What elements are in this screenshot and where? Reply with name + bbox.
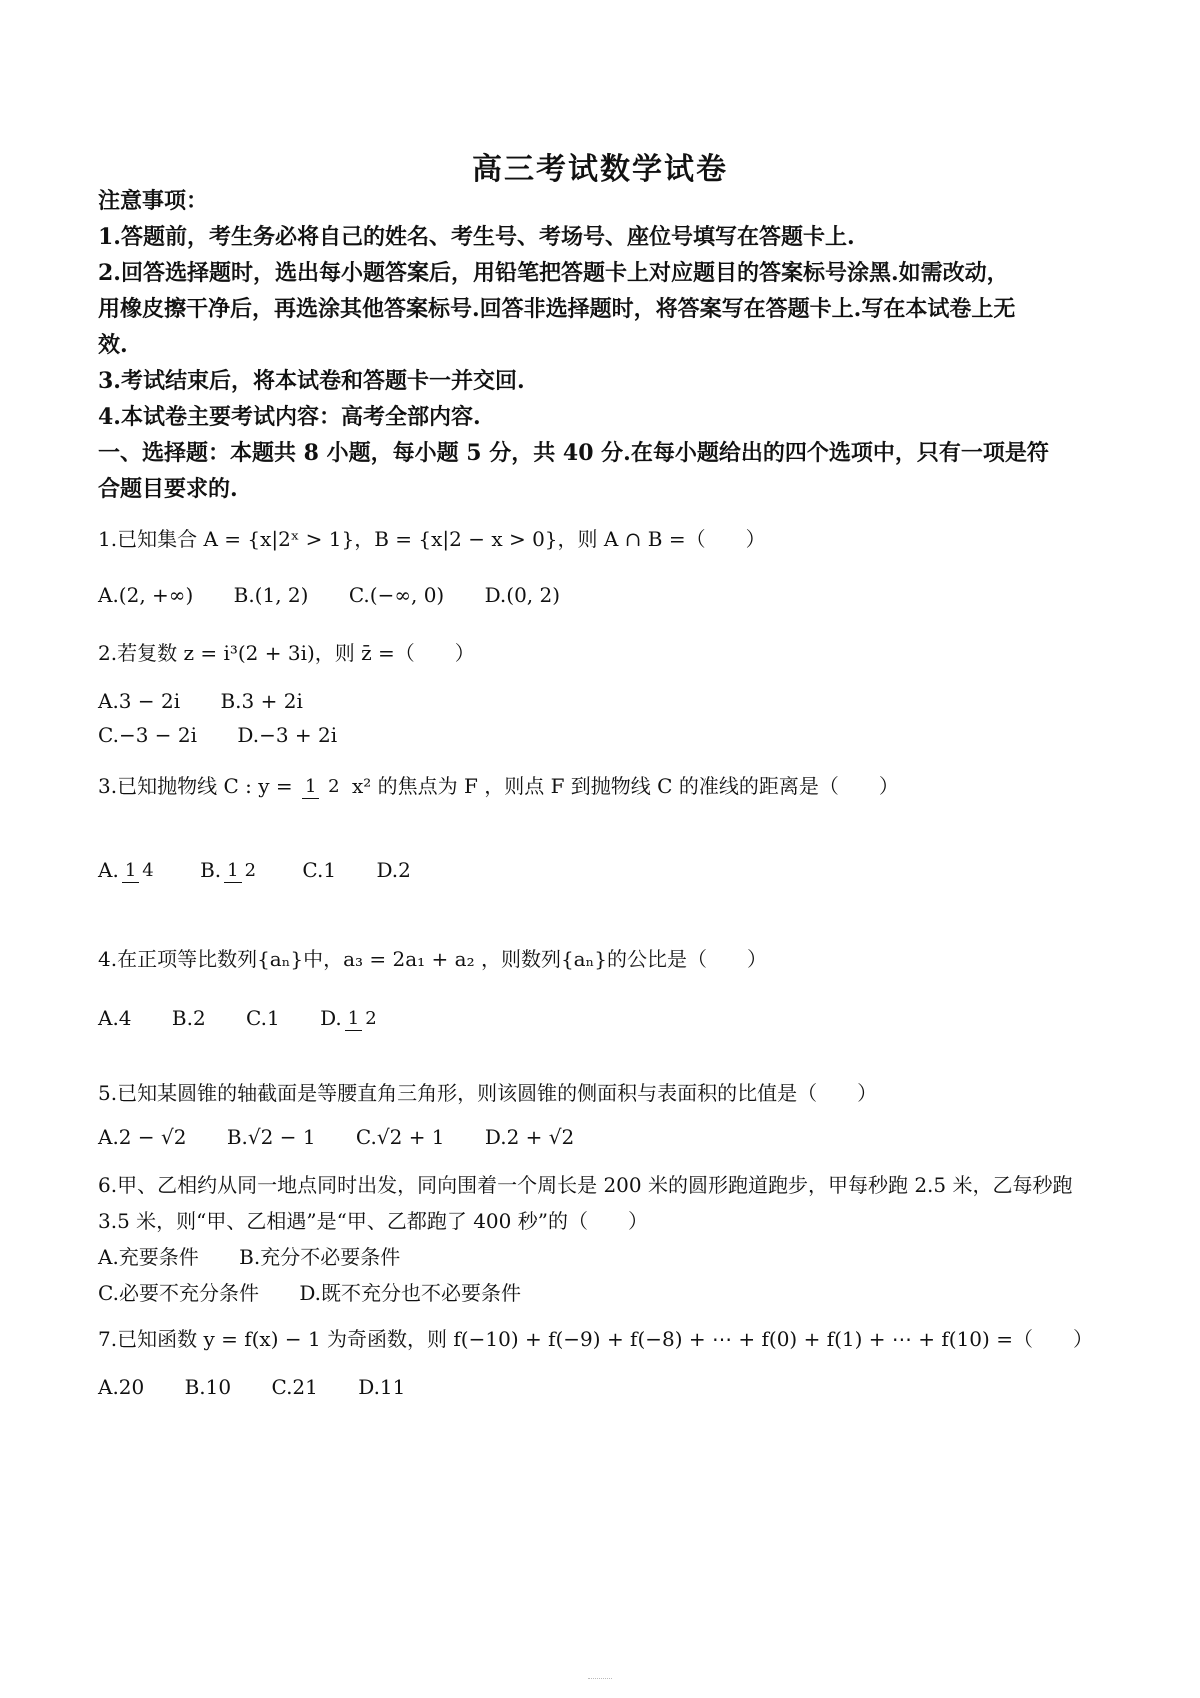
question-4-options — [98, 994, 1138, 1042]
question-6-option-d: D.既不充分也不必要条件 — [299, 1281, 521, 1305]
notice-item-3: 3.考试结束后，将本试卷和答题卡一并交回. — [98, 368, 525, 394]
question-4-option-b: B.2 — [171, 1006, 206, 1030]
section-1-line-2: 合题目要求的. — [98, 476, 238, 502]
question-4-option-d-label: D. — [320, 1006, 342, 1030]
question-3-option-b-fraction — [224, 860, 259, 883]
question-3-option-b — [200, 846, 262, 894]
question-3-option-a-numerator: 1 — [122, 860, 139, 883]
exam-title: 高三考试数学试卷 — [472, 152, 728, 187]
question-3-options — [98, 846, 1138, 894]
question-2-option-d: D.−3 + 2i — [237, 723, 338, 747]
question-1-option-a: A.(2, +∞) — [98, 583, 194, 607]
question-1-option-d: D.(0, 2) — [484, 583, 561, 607]
question-6-options-row-1 — [98, 1242, 1138, 1272]
question-1-options — [98, 580, 1138, 610]
question-2-option-a: A.3 − 2i — [98, 689, 181, 713]
question-2-stem: 2.若复数 z = i³(2 + 3i)，则 z̄ =（ ） — [98, 641, 475, 665]
question-3-fraction-numerator: 1 — [302, 776, 319, 799]
question-2-option-c: C.−3 − 2i — [98, 723, 198, 747]
notice-item-2-line-1: 2.回答选择题时，选出每小题答案后，用铅笔把答题卡上对应题目的答案标号涂黑.如需改动， — [98, 260, 1009, 286]
question-3-option-a — [98, 846, 160, 894]
question-4-option-c: C.1 — [246, 1006, 280, 1030]
question-5-option-c: C.√2 + 1 — [355, 1125, 445, 1149]
question-7-option-c: C.21 — [271, 1375, 318, 1399]
notice-item-2-line-2: 用橡皮擦干净后，再选涂其他答案标号.回答非选择题时，将答案写在答题卡上.写在本试卷上无 — [98, 296, 1016, 322]
question-6-option-a: A.充要条件 — [98, 1245, 199, 1269]
question-3-option-d: D.2 — [376, 858, 411, 882]
question-5-option-a: A.2 − √2 — [98, 1125, 187, 1149]
question-4-option-a: A.4 — [98, 1006, 132, 1030]
question-7-option-a: A.20 — [98, 1375, 145, 1399]
question-7-stem: 7.已知函数 y = f(x) − 1 为奇函数，则 f(−10) + f(−9) + f(−8) + ⋯ + f(0) + f(1) + ⋯ + f(10) =（ ） — [98, 1327, 1093, 1351]
question-3-option-b-denominator: 2 — [244, 860, 257, 881]
question-6-option-b: B.充分不必要条件 — [239, 1245, 401, 1269]
question-3-option-a-label: A. — [98, 858, 119, 882]
question-5-options — [98, 1122, 1138, 1152]
question-1-option-c: C.(−∞, 0) — [348, 583, 445, 607]
question-3-option-a-denominator: 4 — [142, 860, 154, 881]
question-3-option-a-fraction — [122, 860, 157, 883]
question-3-fraction-denominator: 2 — [328, 776, 340, 797]
question-4-option-d-numerator: 1 — [345, 1008, 362, 1031]
question-1-option-b: B.(1, 2) — [233, 583, 309, 607]
question-5-stem: 5.已知某圆锥的轴截面是等腰直角三角形，则该圆锥的侧面积与表面积的比值是（ ） — [98, 1081, 878, 1105]
question-2-options-row-1 — [98, 686, 1138, 716]
notice-item-4: 4.本试卷主要考试内容：高考全部内容. — [98, 404, 481, 430]
question-3-stem-post: x² 的焦点为 F ，则点 F 到抛物线 C 的准线的距离是（ ） — [351, 774, 899, 798]
question-2-option-b: B.3 + 2i — [220, 689, 303, 713]
page-footer-mark — [588, 1678, 612, 1681]
question-4-option-d-fraction — [345, 1008, 380, 1031]
question-6-options-row-2 — [98, 1278, 1138, 1308]
question-3-option-b-numerator: 1 — [224, 860, 241, 883]
question-3-fraction — [302, 776, 343, 799]
notice-heading: 注意事项： — [98, 188, 209, 214]
question-5-option-d: D.2 + √2 — [484, 1125, 575, 1149]
question-3-option-b-label: B. — [200, 858, 222, 882]
question-3-option-c: C.1 — [302, 858, 337, 882]
question-7-options — [98, 1372, 1138, 1402]
question-4-stem: 4.在正项等比数列{aₙ}中，a₃ = 2a₁ + a₂ ，则数列{aₙ}的公比是（ ） — [98, 947, 767, 971]
question-7-option-b: B.10 — [184, 1375, 232, 1399]
question-6-stem-line-1: 6.甲、乙相约从同一地点同时出发，同向围着一个周长是 200 米的圆形跑道跑步，甲每秒跑 2.5 米，乙每秒跑 — [98, 1173, 1073, 1197]
question-7-option-d: D.11 — [358, 1375, 406, 1399]
question-6-option-c: C.必要不充分条件 — [98, 1281, 259, 1305]
question-2-options-row-2 — [98, 720, 1138, 750]
question-3-stem — [98, 762, 1138, 810]
question-5-option-b: B.√2 − 1 — [226, 1125, 316, 1149]
question-1-stem: 1.已知集合 A = {x|2ˣ > 1}，B = {x|2 − x > 0}，则 A ∩ B =（ ） — [98, 527, 766, 551]
notice-item-2-line-3: 效. — [98, 332, 128, 358]
question-6-stem-line-2: 3.5 米，则“甲、乙相遇”是“甲、乙都跑了 400 秒”的（ ） — [98, 1209, 648, 1233]
question-3-stem-pre: 3.已知抛物线 C : y = — [98, 774, 293, 798]
notice-item-1: 1.答题前，考生务必将自己的姓名、考生号、考场号、座位号填写在答题卡上. — [98, 224, 855, 250]
question-4-option-d-denominator: 2 — [365, 1008, 377, 1029]
question-4-option-d — [320, 994, 383, 1042]
section-1-line-1: 一、选择题：本题共 8 小题，每小题 5 分，共 40 分.在每小题给出的四个选项中，只有一项是符 — [98, 440, 1049, 466]
